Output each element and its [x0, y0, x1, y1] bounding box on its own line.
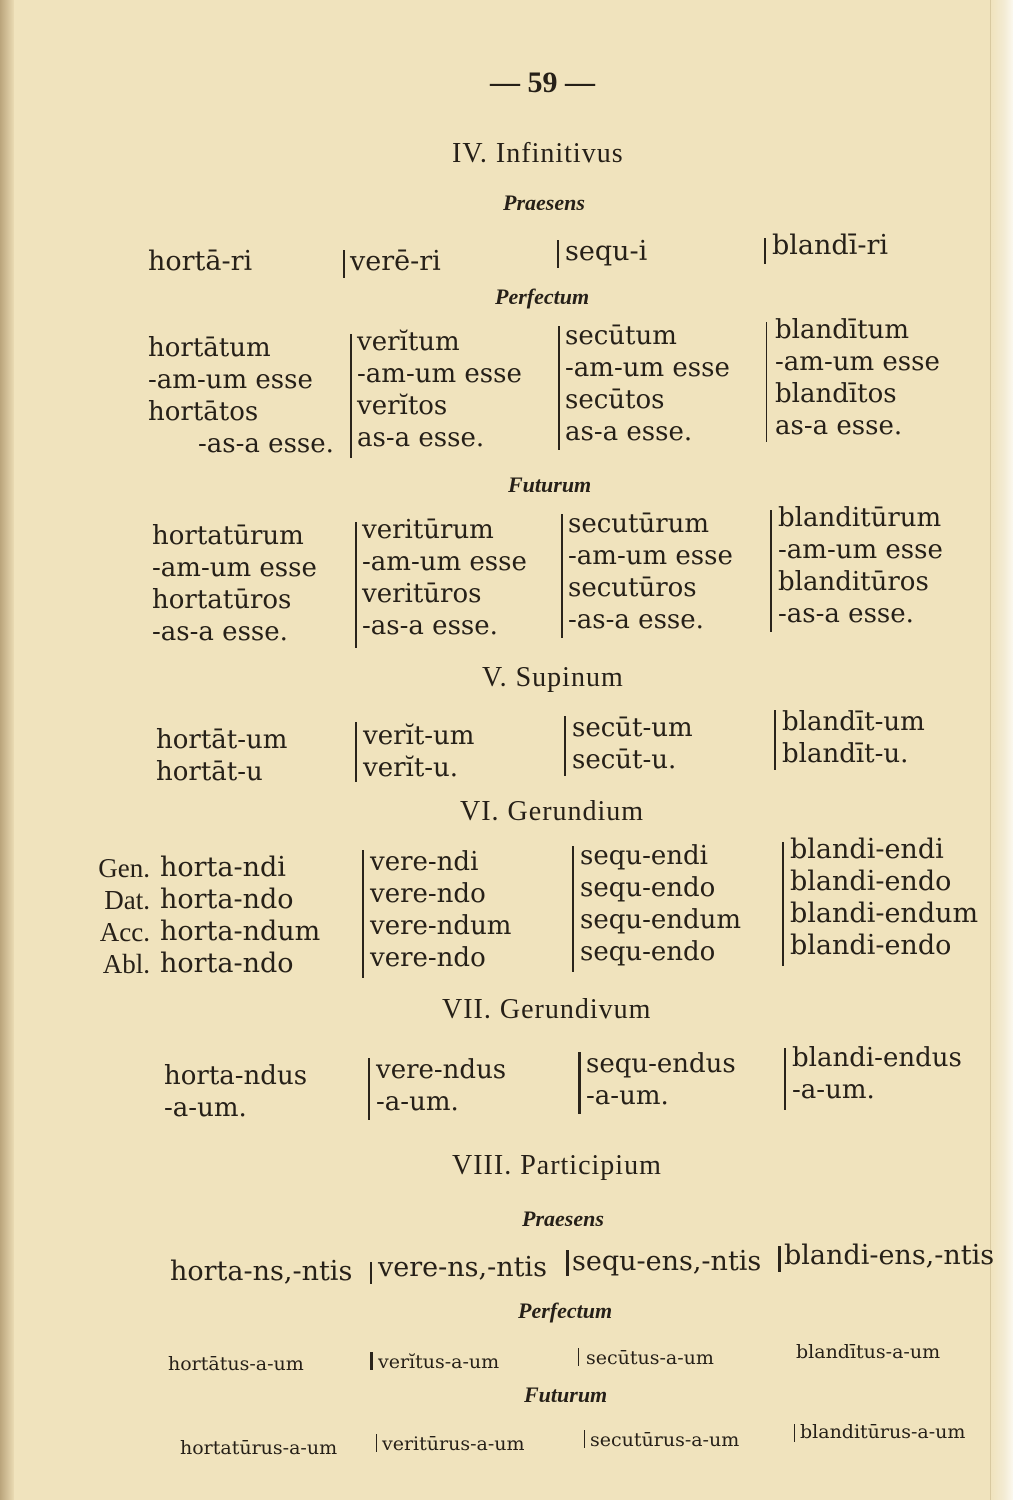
supinum-col-3 [572, 712, 693, 776]
form-line: -as-a esse. [198, 429, 334, 459]
column-rule [368, 1058, 370, 1120]
form-line: blanditūros [778, 567, 929, 597]
form-line: -as-a esse. [152, 617, 288, 647]
column-rule [355, 722, 357, 782]
form-line: horta-ndo [160, 948, 294, 979]
column-rule [778, 1246, 781, 1272]
column-rule [794, 1424, 795, 1442]
form-line: -am-um esse [565, 353, 730, 383]
column-rule [766, 322, 767, 442]
form-line: blanditūrum [778, 503, 942, 533]
inf-futurum-col-4 [778, 502, 943, 630]
inf-praesens-col-1: hortā-ri [148, 246, 253, 277]
form-line: hortātum [148, 333, 271, 363]
column-rule [561, 514, 563, 638]
part-praesens-col-1: horta-ns,-ntis [170, 1256, 353, 1287]
column-rule [578, 1348, 579, 1366]
part-praesens-col-2: vere-ns,-ntis [378, 1252, 547, 1283]
form-line: vere-ndus [376, 1055, 507, 1085]
form-line: verĭtum [357, 327, 460, 357]
subheading-futurum: Futurum [508, 472, 592, 497]
part-perfectum-col-4: blandītus-a-um [796, 1341, 941, 1363]
form-line: blandi-endo [790, 930, 952, 961]
case-labels [80, 852, 150, 980]
inf-futurum-col-1 [152, 520, 317, 648]
case-label-abl: Abl. [102, 949, 150, 979]
part-perfectum-col-2: verĭtus-a-um [378, 1351, 500, 1373]
form-line: as-a esse. [565, 417, 693, 447]
form-line: sequ-endus [586, 1049, 736, 1079]
form-line: -as-a esse. [568, 605, 704, 635]
column-rule [362, 850, 364, 978]
form-line: -am-um esse [148, 365, 313, 395]
part-perfectum-col-1: hortātus-a-um [168, 1353, 304, 1375]
form-line: sequ-endum [580, 905, 742, 935]
supinum-col-2 [363, 720, 474, 784]
column-rule [572, 846, 574, 972]
form-line: horta-ndo [160, 884, 294, 915]
column-rule [557, 240, 559, 268]
form-line: hortāt-u [156, 757, 263, 787]
column-rule [350, 334, 352, 458]
form-line: hortātos [148, 397, 259, 427]
form-line: -as-a esse. [778, 599, 914, 629]
gerundivum-col-4 [792, 1042, 962, 1106]
form-line: horta-ndum [160, 916, 321, 947]
form-line: -as-a esse. [362, 611, 498, 641]
form-line: -a-um. [792, 1075, 875, 1105]
part-futurum-col-2: veritūrus-a-um [382, 1433, 525, 1455]
case-label-dat: Dat. [104, 885, 150, 915]
column-rule [774, 710, 776, 770]
subheading-praesens: Praesens [503, 190, 585, 215]
gerundium-col-4 [790, 834, 978, 962]
column-rule [355, 522, 357, 648]
form-line: secūtos [565, 385, 665, 415]
form-line: secutūros [568, 573, 697, 603]
inf-perfectum-col-1 [148, 332, 334, 460]
form-line: -a-um. [164, 1093, 247, 1123]
subheading-futurum: Futurum [524, 1382, 608, 1407]
form-line: hortatūrum [152, 521, 304, 551]
subheading-praesens: Praesens [522, 1206, 604, 1231]
section-title-gerundium: VI. Gerundium [460, 796, 645, 827]
part-praesens-col-4: blandi-ens,-ntis [784, 1240, 995, 1271]
supinum-col-1 [156, 724, 287, 788]
form-line: verĭt-u. [363, 753, 459, 783]
form-line: as-a esse. [357, 423, 485, 453]
form-line: vere-ndi [370, 847, 479, 877]
form-line: -am-um esse [775, 347, 940, 377]
part-perfectum-col-3: secūtus-a-um [586, 1347, 714, 1369]
supinum-col-4 [782, 706, 925, 770]
form-line: hortāt-um [156, 725, 288, 755]
inf-perfectum-col-4 [775, 314, 940, 442]
form-line: -am-um esse [362, 547, 527, 577]
form-line: sequ-endo [580, 873, 716, 903]
gerundivum-col-3 [586, 1048, 736, 1112]
form-line: veritūros [362, 579, 482, 609]
column-rule [343, 250, 345, 278]
part-futurum-col-4: blanditūrus-a-um [800, 1421, 966, 1443]
inf-futurum-col-2 [362, 514, 527, 642]
form-line: -a-um. [376, 1087, 459, 1117]
column-rule [558, 326, 560, 450]
form-line: secūtum [565, 321, 677, 351]
form-line: secutūrum [568, 509, 710, 539]
form-line: horta-ndi [160, 852, 286, 883]
form-line: blandi-endo [790, 866, 952, 897]
inf-futurum-col-3 [568, 508, 733, 636]
part-futurum-col-3: secutūrus-a-um [590, 1429, 740, 1451]
page-number: — 59 — [490, 66, 595, 99]
gerundivum-col-2 [376, 1054, 506, 1118]
gerundivum-col-1 [164, 1060, 307, 1124]
form-line: blandīt-um [782, 707, 925, 737]
form-line: vere-ndum [370, 911, 512, 941]
form-line: as-a esse. [775, 411, 903, 441]
column-rule [782, 842, 784, 966]
gerundium-col-2 [370, 846, 511, 974]
form-line: vere-ndo [370, 943, 486, 973]
column-rule [764, 238, 766, 264]
section-title-infinitivus: IV. Infinitivus [452, 138, 624, 169]
column-rule [376, 1434, 377, 1452]
case-label-acc: Acc. [99, 917, 150, 947]
form-line: sequ-endi [580, 841, 708, 871]
form-line: veritūrum [362, 515, 494, 545]
inf-praesens-col-2: verē-ri [350, 246, 441, 277]
page-edge-left [0, 0, 14, 1500]
part-praesens-col-3: sequ-ens,-ntis [572, 1246, 762, 1277]
section-title-gerundivum: VII. Gerundivum [442, 994, 652, 1025]
form-line: -am-um esse [152, 553, 317, 583]
form-line: vere-ndo [370, 879, 486, 909]
column-rule [564, 716, 566, 776]
section-title-supinum: V. Supinum [482, 662, 624, 693]
inf-perfectum-col-3 [565, 320, 730, 448]
subheading-perfectum: Perfectum [495, 284, 590, 309]
form-line: blandi-endum [790, 898, 979, 929]
form-line: verĭt-um [363, 721, 475, 751]
gerundium-col-3 [580, 840, 741, 968]
part-futurum-col-1: hortatūrus-a-um [180, 1437, 338, 1459]
form-line: -a-um. [586, 1081, 669, 1111]
subheading-perfectum: Perfectum [518, 1298, 613, 1323]
form-line: secūt-um [572, 713, 693, 743]
form-line: blandi-endi [790, 834, 944, 865]
form-line: -am-um esse [778, 535, 943, 565]
section-title-participium: VIII. Participium [452, 1150, 662, 1181]
form-line: sequ-endo [580, 937, 716, 967]
form-line: blandi-endus [792, 1043, 962, 1073]
form-line: verĭtos [357, 391, 448, 421]
page-edge-right [990, 0, 1013, 1500]
column-rule [370, 1352, 373, 1370]
column-rule [370, 1262, 372, 1284]
column-rule [566, 1250, 569, 1276]
form-line: -am-um esse [357, 359, 522, 389]
inf-praesens-col-3: sequ-i [565, 236, 648, 267]
column-rule [784, 1048, 786, 1110]
form-line: blandītos [775, 379, 897, 409]
form-line: -am-um esse [568, 541, 733, 571]
form-line: secūt-u. [572, 745, 677, 775]
inf-perfectum-col-2 [357, 326, 522, 454]
form-line: hortatūros [152, 585, 292, 615]
column-rule [584, 1430, 585, 1448]
inf-praesens-col-4: blandī-ri [772, 230, 888, 261]
form-line: blandīt-u. [782, 739, 909, 769]
column-rule [770, 510, 772, 632]
column-rule [578, 1052, 581, 1114]
form-line: blandītum [775, 315, 910, 345]
form-line: horta-ndus [164, 1061, 308, 1091]
gerundium-col-1 [160, 852, 320, 980]
case-label-gen: Gen. [98, 853, 150, 883]
